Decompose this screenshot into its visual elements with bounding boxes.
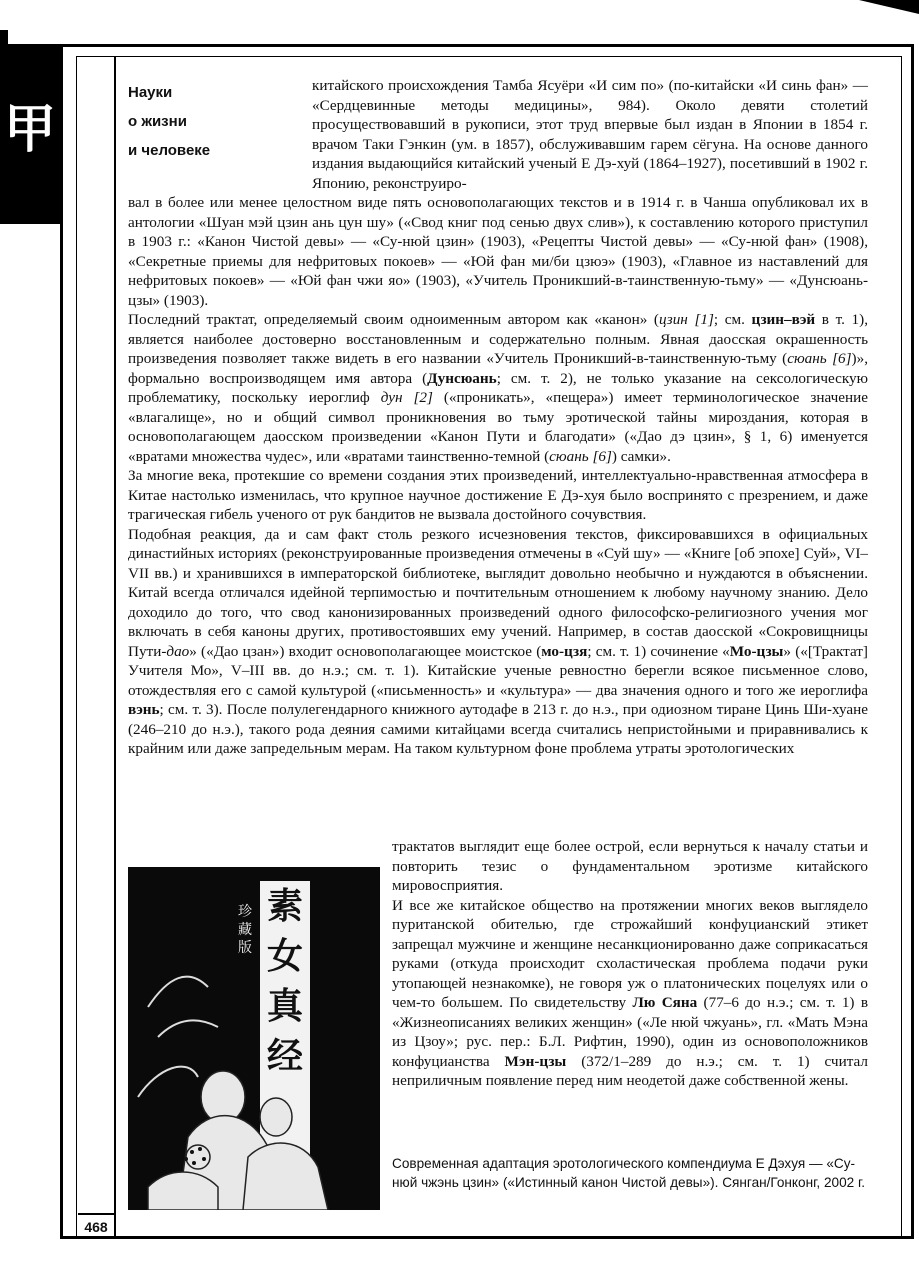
paragraph: трактатов выглядит еще более острой, если вернуться к началу статьи и повторить тезис о фундаментальном эротизме китайского мировосприятия. [392, 838, 868, 894]
cross-reference: Дунсюань [427, 369, 497, 387]
cross-reference: мо-цзя [541, 642, 588, 660]
cross-reference: Мо-цзы [729, 642, 784, 660]
intro-paragraph: китайского происхождения Тамба Ясуёри «И сим по» (по-китайски «И синь фан» — «Сердцевинные методы медицины», 984). Около девяти столетий просуществовавший в рукописи, этот труд впервые был издан в Японии в 1854 г. врачом Таки Гэнкин (ум. в 1857), обслуживавшим гарем сёгуна. На основе данного издания выдающийся китайский ученый Е Дэ-хуй (1864–1927), посетивший в 1902 г. Японию, реконструиро- [312, 77, 868, 192]
book-cover-illustration [128, 867, 380, 1210]
cross-reference: Лю Сяна [632, 994, 698, 1011]
paragraph: За многие века, протекшие со времени создания этих произведений, интеллектуально-нравственная атмосфера в Китае настолько изменилась, что крупное научное достижение Е Дэ-хуя было воспринято с презрением, и даже трагическая гибель ученого от рук бандитов не вызвала достойного сочувствия. [128, 467, 868, 523]
cover-artwork [128, 867, 380, 1210]
figure-caption: Современная адаптация эротологического компендиума Е Дэхуя — «Су-нюй чжэнь цзин» («Истинный канон Чистой девы»). Сянган/Гонконг, 2002 г. [392, 1156, 866, 1190]
cross-reference: вэнь [128, 701, 160, 718]
page-number: 468 [78, 1213, 114, 1239]
paragraph: Последний трактат, определяемый своим одноименным автором как «канон» (цзин [1]; см. цзин–вэй в т. 1), является наиболее достоверно восстановленным и содержательно полным. Явная даосская окрашенность произведения позволяет также видеть в его названии «Учитель Проникший-в-таинственную-тьму (сюань [6])», формально воспроизводящем имя автора (Дунсюань; см. т. 2), не только указание на сексологическую проблематику, поскольку иероглиф дун [2] («проникать», «пещера») имеет терминологическое значение «влагалище», но и общий символ проникновения во тьму эротической тайны мироздания, которая в основополагающем даосском произведении «Канон Пути и благодати» («Дао дэ цзин», § 1, 6) именуется «вратами множества чудес», или «вратами таинственно-темной (сюань [6]) самки». [128, 311, 868, 465]
rubric-line: Науки [128, 84, 173, 101]
section-tab [0, 44, 60, 224]
rubric-line: о жизни [128, 113, 187, 130]
cover-title: 素 女 真 经 [260, 881, 310, 1181]
margin-rule [114, 56, 116, 1239]
cross-reference: цзин–вэй [751, 311, 816, 328]
right-column [392, 837, 868, 1091]
section-glyph: 甲 [4, 99, 57, 160]
cover-label: 珍 藏 版 [234, 903, 256, 957]
paragraph: вал в более или менее целостном виде пять основополагающих текстов и в 1914 г. в Чанша опубликовал их в антологии «Шуан мэй цзин ань цун шу» («Свод книг под сенью двух слив»), к составлению которого приступил в 1903 г.: «Канон Чистой девы» — «Су-нюй цзин» (1903), «Рецепты Чистой девы» — «Су-нюй фан» (1908), «Секретные приемы для нефритовых покоев» — «Юй фан ми/би цзюэ» (1903), «Главное из наставлений для нефритовых покоев» — «Юй фан чжи яо» (1903), «Учитель Проникший-в-таинственную-тьму» — «Дунсюань-цзы» (1903). [128, 194, 868, 309]
rubric-line: и человеке [128, 142, 211, 159]
section-rubric [128, 78, 298, 165]
paragraph: И все же китайское общество на протяжении многих веков выглядело пуританской обителью, где строжайший конфуцианский этикет запрещал мужчине и женщине несанкционированно даже соприкасаться руками (откуда происходит схоластическая проблема подачи руки утопающей незнакомке), не говоря уж о платонических поцелуях или о чем-то большем. По свидетельству Лю Сяна (77–6 до н.э.; см. т. 1) в «Жизнеописаниях великих женщин» («Ле нюй чжуань», гл. «Мать Мэна из Цзоу»; рус. пер.: Б.Л. Рифтин, 1990), один из основоположников конфуцианства Мэн-цзы (372/1–289 до н.э.; см. т. 1) считал неприличным появление перед ним неодетой даже собственной жены. [392, 896, 868, 1089]
paragraph: Подобная реакция, да и сам факт столь резкого исчезновения текстов, фиксировавшихся в официальных династийных историях (реконструированные произведения отмечены в «Суй шу» — «Книге [об эпохе] Суй», VI–VII вв.) и хранившихся в императорской библиотеке, выглядит довольно необычно и нуждаются в объяснении. Китай всегда отличался идейной терпимостью и почтительным отношением к любому научному знанию. Дело доходило до того, что свод канонизированных произведений одного философско-религиозного учения мог включать в себя каноны других, противостоявших ему учений. Например, в состав даосской «Сокровищницы Пути-дао» («Дао цзан») входит основополагающее моистское (мо-цзя; см. т. 1) сочинение «Мо-цзы» («[Трактат] Учителя Мо», V–III вв. до н.э.; см. т. 1). Китайские ученые ревностно берегли всякое письменное слово, отождествляя его с самой культурой («письменность» и «культура» — два значения одного и того же иероглифа вэнь; см. т. 3). После полулегендарного книжного аутодафе в 213 г. до н.э., при одиозном тиране Цинь Ши-хуане (246–210 до н.э.), такого рода деяния самими китайцами всегда считались непристойными и приравнивались к крайним или даже запредельным мерам. На таком культурном фоне проблема утраты эротологических [128, 525, 868, 757]
main-column [128, 193, 868, 759]
cross-reference: Мэн-цзы [504, 1052, 567, 1070]
corner-mark [859, 0, 919, 14]
